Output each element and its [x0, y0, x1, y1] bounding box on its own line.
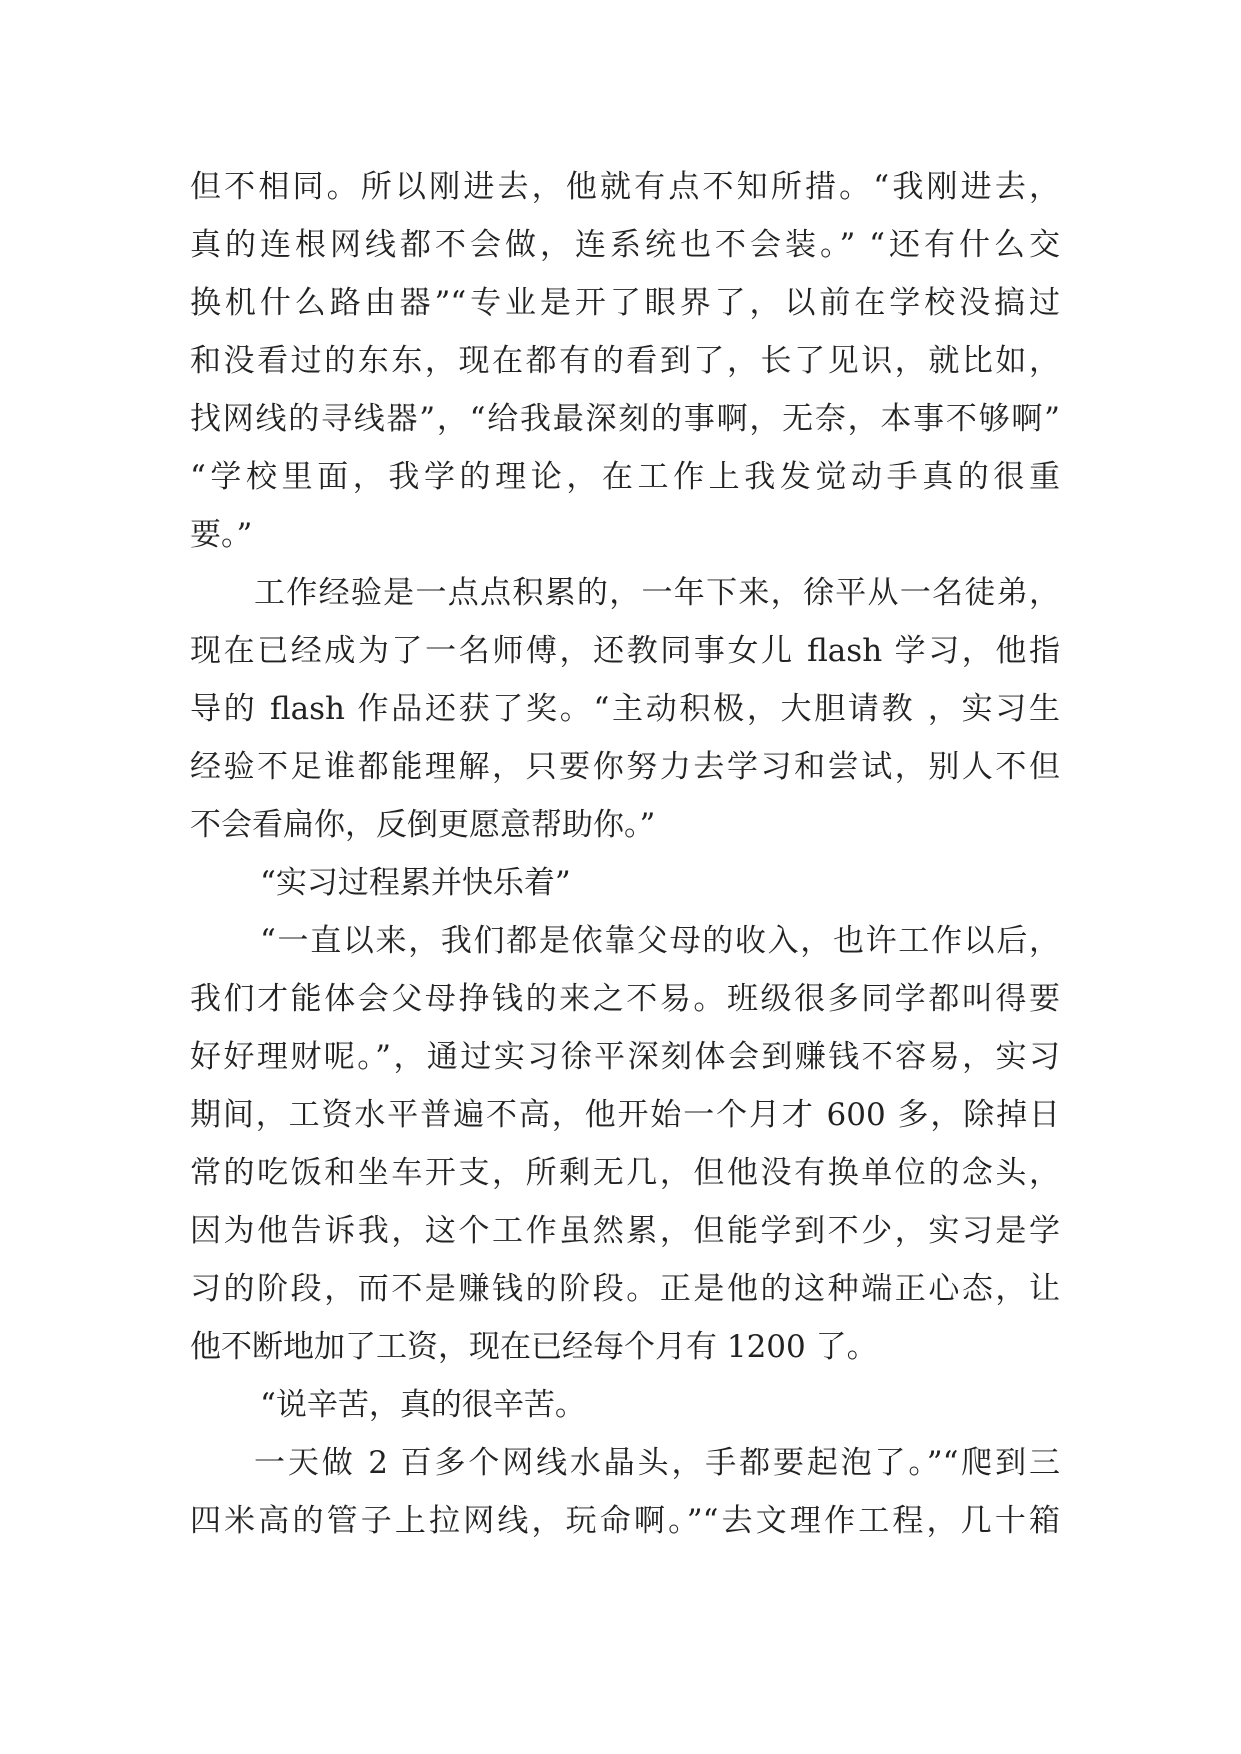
text-line: 他不断地加了工资，现在已经每个月有 1200 了。	[190, 1329, 878, 1365]
text-line: 真的连根网线都不会做，连系统也不会装。” “还有什么交	[190, 227, 1060, 263]
text-line: 但不相同。所以刚进去，他就有点不知所措。“我刚进去，	[190, 169, 1060, 205]
text-line: 要。”	[190, 517, 253, 553]
text-line: 找网线的寻线器”，“给我最深刻的事啊，无奈，本事不够啊”	[190, 401, 1060, 437]
text-line: 好好理财呢。”，通过实习徐平深刻体会到赚钱不容易，实习	[190, 1039, 1060, 1075]
text-line: 和没看过的东东，现在都有的看到了，长了见识，就比如，	[190, 343, 1060, 379]
paragraph-first-line: “说辛苦，真的很辛苦。	[260, 1387, 586, 1423]
paragraph-first-line: 工作经验是一点点积累的，一年下来，徐平从一名徒弟，	[254, 575, 1060, 611]
paragraph-first-line: “一直以来，我们都是依靠父母的收入，也许工作以后，	[260, 923, 1060, 959]
text-line: 经验不足谁都能理解，只要你努力去学习和尝试，别人不但	[190, 749, 1060, 785]
text-line: 期间，工资水平普遍不高，他开始一个月才 600 多，除掉日	[190, 1097, 1060, 1133]
text-line: 我们才能体会父母挣钱的来之不易。班级很多同学都叫得要	[190, 981, 1060, 1017]
text-line: 习的阶段，而不是赚钱的阶段。正是他的这种端正心态，让	[190, 1271, 1060, 1307]
text-line: 不会看扁你，反倒更愿意帮助你。”	[190, 807, 656, 843]
text-line: 因为他告诉我，这个工作虽然累，但能学到不少，实习是学	[190, 1213, 1060, 1249]
text-line: 四米高的管子上拉网线，玩命啊。”“去文理作工程，几十箱	[190, 1503, 1060, 1539]
text-line: 导的 flash 作品还获了奖。“主动积极，大胆请教 ，实习生	[190, 691, 1060, 727]
paragraph-first-line: 一天做 2 百多个网线水晶头，手都要起泡了。”“爬到三	[254, 1445, 1060, 1481]
text-line: 常的吃饭和坐车开支，所剩无几，但他没有换单位的念头，	[190, 1155, 1060, 1191]
document-body	[190, 158, 1060, 1550]
text-line: 现在已经成为了一名师傅，还教同事女儿 flash 学习，他指	[190, 633, 1060, 669]
text-line: 换机什么路由器”“专业是开了眼界了，以前在学校没搞过	[190, 285, 1060, 321]
text-line: “学校里面，我学的理论，在工作上我发觉动手真的很重	[190, 459, 1060, 495]
section-heading: “实习过程累并快乐着”	[260, 865, 571, 901]
